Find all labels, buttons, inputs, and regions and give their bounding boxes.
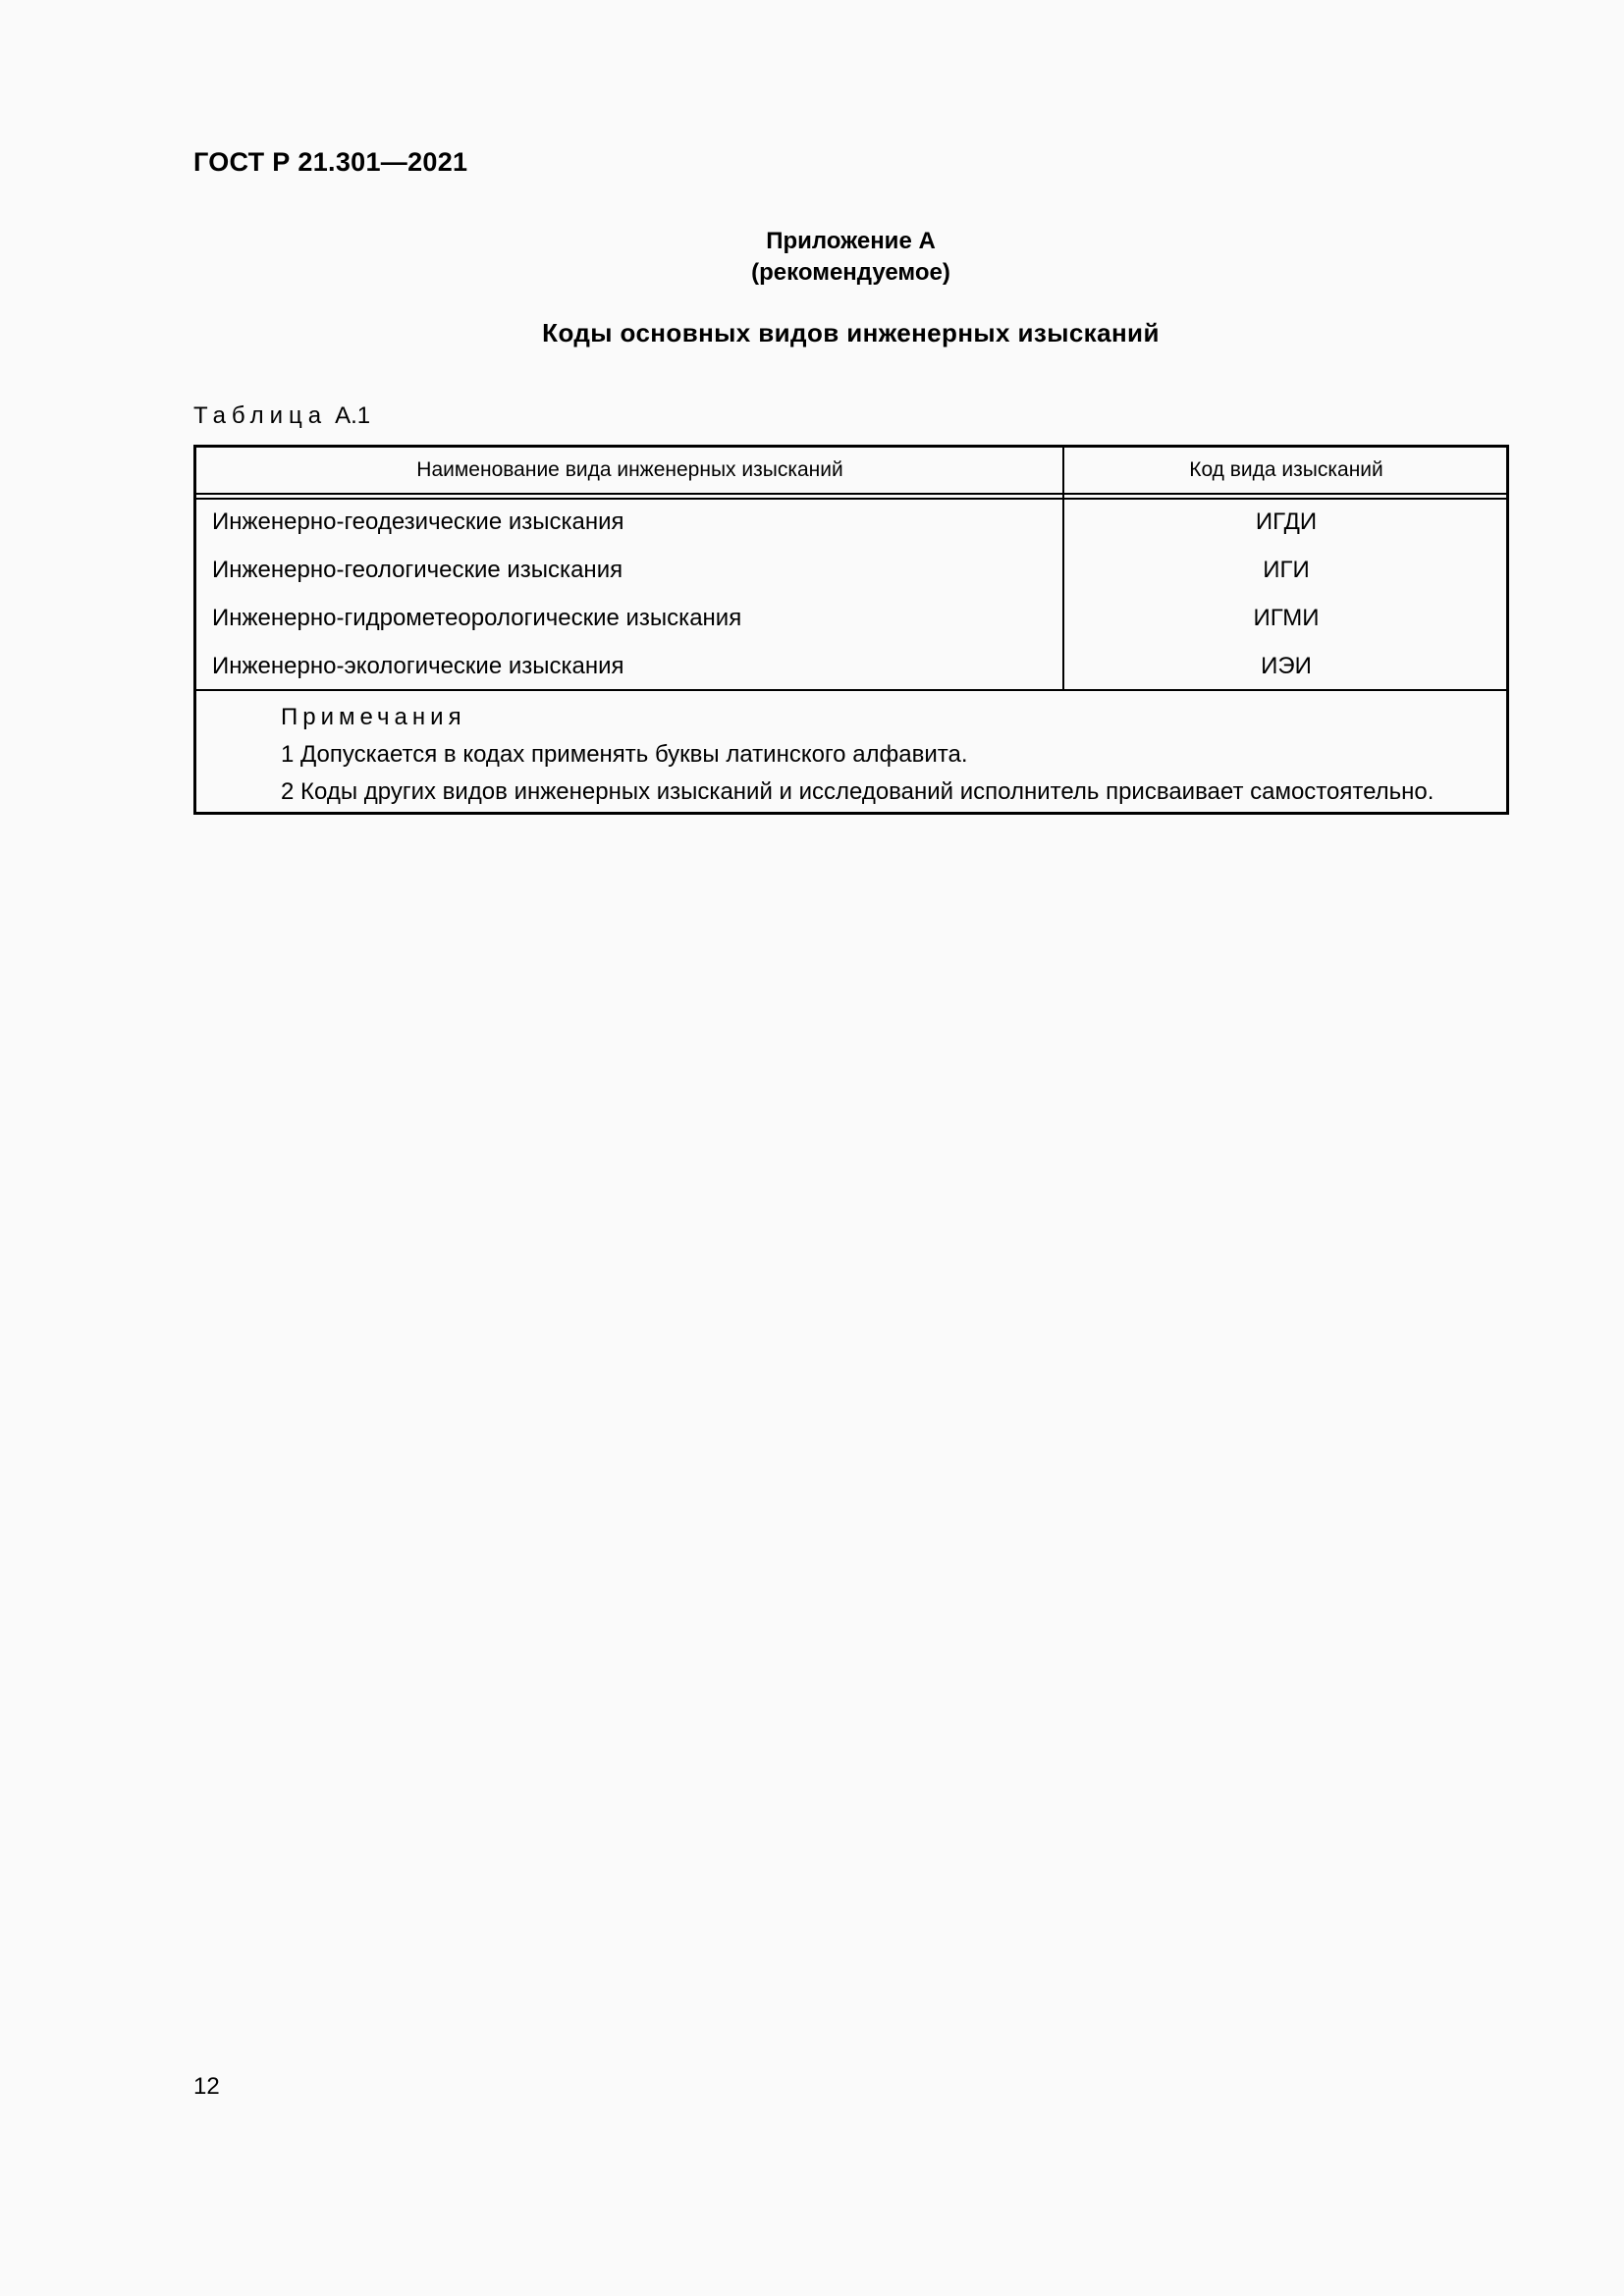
appendix-title: Приложение А [766, 228, 936, 254]
section-title: Коды основных видов инженерных изысканий [542, 318, 1160, 347]
row-name-cell: Инженерно-экологические изыскания [212, 653, 624, 679]
row-code-cell: ИЭИ [1261, 653, 1312, 679]
table-caption-word: Таблица [193, 402, 328, 429]
table-caption [193, 402, 370, 430]
table-notes [281, 699, 1434, 811]
appendix-heading [0, 226, 1624, 289]
header-divider-top [196, 493, 1506, 495]
notes-title: Примечания [281, 704, 466, 730]
table-row [196, 645, 1509, 694]
row-code-cell: ИГМИ [1253, 605, 1320, 631]
row-code-cell: ИГИ [1263, 557, 1310, 583]
document-code: ГОСТ Р 21.301—2021 [193, 147, 468, 177]
row-name-cell: Инженерно-геодезические изыскания [212, 508, 624, 535]
row-code-cell: ИГДИ [1255, 508, 1318, 535]
codes-table [193, 445, 1509, 815]
header-divider-bottom [196, 498, 1506, 500]
row-name-cell: Инженерно-гидрометеорологические изыскания [212, 605, 742, 631]
note-item: 1 Допускается в кодах применять буквы латинского алфавита. [281, 741, 968, 768]
column-header-code: Код вида изысканий [1189, 458, 1383, 481]
table-row [196, 501, 1509, 550]
notes-divider [196, 689, 1506, 691]
page-number: 12 [193, 2073, 220, 2100]
column-header-name: Наименование вида инженерных изысканий [416, 458, 843, 481]
table-caption-number: А.1 [335, 402, 371, 429]
appendix-subtitle: (рекомендуемое) [751, 259, 950, 286]
row-name-cell: Инженерно-геологические изыскания [212, 557, 623, 583]
table-row [196, 549, 1509, 598]
note-item: 2 Коды других видов инженерных изысканий и исследований исполнитель присваивает самостоятельно. [281, 778, 1435, 805]
table-row [196, 597, 1509, 646]
